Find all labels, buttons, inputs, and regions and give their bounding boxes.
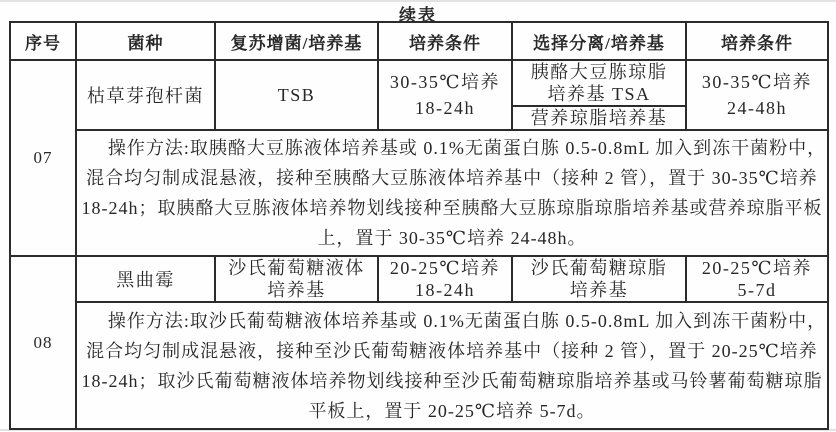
entry-07-selective-medium-bottom: 营养琼脂培养基 [512, 106, 686, 130]
col-header-strain: 菌种 [76, 22, 215, 60]
entry-08-selective-condition: 20-25℃培养 5-7d [686, 256, 828, 302]
entry-07-revival-condition: 30-35℃培养 18-24h [378, 60, 512, 130]
entry-08-selective-medium: 沙氏葡萄糖琼脂 培养基 [512, 256, 686, 302]
page-title: 续表 [399, 6, 437, 25]
entry-07-strain [76, 60, 215, 130]
entry-07-strain-row [10, 60, 828, 106]
table-header-row [10, 22, 828, 60]
col-header-revival-medium: 复苏增菌/培养基 [215, 22, 378, 60]
entry-08-revival-condition: 20-25℃培养 18-24h [378, 256, 512, 302]
entry-08-serial: 08 [10, 256, 76, 429]
col-header-culture-condition-2: 培养条件 [686, 22, 828, 60]
col-header-serial: 序号 [10, 22, 76, 60]
entry-07-revival-medium [215, 60, 378, 130]
entry-07-operation-row [10, 130, 828, 256]
col-header-selective-medium: 选择分离/培养基 [512, 22, 686, 60]
entry-08-strain-row [10, 256, 828, 302]
col-header-culture-condition-1: 培养条件 [378, 22, 512, 60]
entry-08-strain [76, 256, 215, 302]
entry-08-strain-label: 黑曲霉 [116, 270, 175, 290]
entry-08-operation-row [10, 302, 828, 429]
culture-table [9, 21, 829, 430]
entry-07-revival-medium-label: TSB [277, 84, 316, 105]
entry-07-operation-method: 操作方法:取胰酪大豆胨液体培养基或 0.1%无菌蛋白胨 0.5-0.8mL 加入到冻干菌粉中， 混合均匀制成混悬液，接种至胰酪大豆胨液体培养基中（接种 2 管），置于 30-35℃培养 18-24h；取胰酪大豆胨液体培养物划线接种至胰酪大豆胨琼脂琼脂培养基或营养琼脂平板 上，置于 30-35℃培养 24-48h。 [76, 130, 828, 256]
entry-08-revival-medium: 沙氏葡萄糖液体 培养基 [215, 256, 378, 302]
entry-07-strain-label: 枯草芽孢杆菌 [87, 86, 204, 106]
entry-07-selective-medium-top: 胰酪大豆胨琼脂 培养基 TSA [512, 60, 686, 106]
entry-07-serial: 07 [10, 60, 76, 256]
entry-07-selective-condition: 30-35℃培养 24-48h [686, 60, 828, 130]
entry-08-operation-method: 操作方法:取沙氏葡萄糖液体培养基或 0.1%无菌蛋白胨 0.5-0.8mL 加入到冻干菌粉中， 混合均匀制成混悬液，接种至沙氏葡萄糖液体培养基中（接种 2 管），置于 20-25℃培养 18-24h；取沙氏葡萄糖液体培养物划线接种至沙氏葡萄糖琼脂培养基或马铃薯葡萄糖琼脂 平板上，置于 20-25℃培养 5-7d。 [76, 302, 828, 429]
